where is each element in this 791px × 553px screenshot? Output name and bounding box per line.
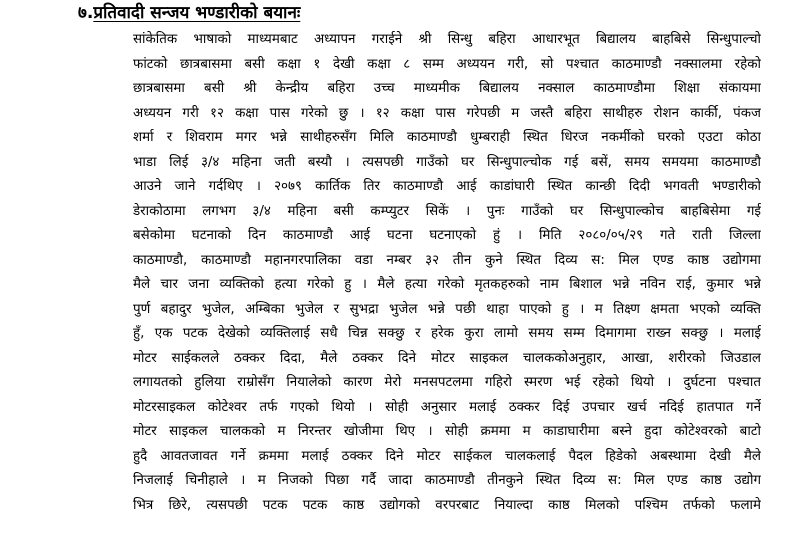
paragraph-line: शर्मा र शिवराम मगर भन्ने साथीहरुसँग मिलि काठमाण्डौ धुम्बराही स्थित धिरज नकर्मीको घरको एउटा कोठा bbox=[133, 130, 761, 145]
paragraph-line: मैले चार जना व्यक्तिको हत्या गरेको हु । मैले हत्या गरेको मृतकहरुको नाम बिशाल भन्ने नविन राई, कुमार भन्ने bbox=[133, 277, 761, 292]
section-title: प्रतिवादी सन्जय भण्डारीको बयानः bbox=[93, 3, 301, 23]
paragraph-line: सांकेतिक भाषाको माध्यमबाट अध्यापन गराईने श्री सिन्धु बहिरा आधारभूत बिद्यालय बाहबिसे सिन्धुपाल्चो bbox=[133, 32, 761, 47]
paragraph-line: भाडा लिई ३/४ महिना जती बस्यौ । त्यसपछी गाउँको घर सिन्धुपाल्चोक गई बसें, समय समयमा काठमाण्डौ bbox=[133, 154, 761, 170]
paragraph-line: पुर्ण बहादुर भुजेल, अम्बिका भुजेल र सुभद्रा भुजेल भन्ने पछी थाहा पाएको हु । म तिक्ष्ण क्षमता भएको व्यक्ति bbox=[133, 301, 761, 317]
paragraph-line: बसेकोमा घटनाको दिन काठमाण्डौ आई घटना घटनाएको हुं । मिति २०८०/०५/२९ गते राती जिल्ला bbox=[133, 228, 761, 243]
paragraph-line: काठमाण्डौ, काठमाण्डौ महानगरपालिका वडा नम्बर ३२ तीन कुने स्थित दिव्य स: मिल एण्ड काष्ठ उद्योगमा bbox=[133, 252, 761, 268]
paragraph-line: छात्रबासमा बसी श्री केन्द्रीय बहिरा उच्च माध्यमीक बिद्यालय नक्साल काठमाण्डौमा शिक्षा संकायमा bbox=[133, 81, 761, 96]
paragraph-line: आउने जाने गर्दथिए । २०७९ कार्तिक तिर काठमाण्डौ आई काडांघारी स्थित कान्छी दिदी भगवती भण्डारीको bbox=[133, 179, 761, 194]
section-number: ७. bbox=[78, 3, 94, 23]
paragraph-line: मोटर साइकल चालकको म निरन्तर खोजीमा थिए । सोही क्रममा म काडाघारीमा बस्ने हुदा कोटेश्वरको बाटो bbox=[133, 424, 761, 439]
paragraph-line: भित्र छिरे, त्यसपछी पटक पटक काष्ठ उद्योगको वरपरबाट नियाल्दा काष्ठ मिलको पश्चिम तर्फको फलामे bbox=[133, 497, 761, 513]
paragraph-line: डेराकोठामा लगभग ३/४ महिना बसी कम्प्युटर सिकें । पुनः गाउँको घर सिन्धुपाल्कोच बाहबिसेमा गई bbox=[133, 203, 761, 219]
section-heading bbox=[78, 1, 300, 25]
paragraph-line: हुँ, एक पटक देखेको व्यक्तिलाई सधै चिन्न सक्छु र हरेक कुरा लामो समय सम्म दिमागमा राख्न सक्छु । मलाई bbox=[133, 326, 761, 341]
paragraph-line: अध्ययन गरी १२ कक्षा पास गरेको छु । १२ कक्षा पास गरेपछी म जस्तै बहिरा साथीहरु रोशन कार्की, पंकज bbox=[133, 105, 761, 121]
paragraph-line: हुदै आवतजावत गर्ने क्रममा मलाई ठक्कर दिने मोटर साईकल चालकलाई पैदल हिडेको अबस्थामा देखी मैले bbox=[133, 448, 761, 464]
paragraph-line: फांटको छात्रबासमा बसी कक्षा १ देखी कक्षा ८ सम्म अध्ययन गरी, सो पश्चात काठमाण्डौ नक्सालमा रहेको bbox=[133, 56, 761, 72]
paragraph-line: निजलाई चिनीहाले । म निजको पिछा गर्दै जादा काठमाण्डौ तीनकुने स्थित दिव्य स: मिल एण्ड काष्ठ उद्योग bbox=[133, 473, 761, 488]
paragraph-line: लगायतको हुलिया राम्रोसँग नियालेको कारण मेरो मनसपटलमा गहिरो स्मरण भई रहेको थियो । दुर्घटना पश्चात bbox=[133, 375, 761, 390]
paragraph-line: मोटर साईकलले ठक्कर दिदा, मैले ठक्कर दिने मोटर साइकल चालककोअनुहार, आखा, शरीरको जिउडाल bbox=[133, 350, 761, 366]
paragraph-line: मोटरसाइकल कोटेश्वर तर्फ गएको थियो । सोही अनुसार मलाई ठक्कर दिई उपचार खर्च नदिई हातपात गर्ने bbox=[133, 399, 761, 415]
statement-paragraph bbox=[133, 28, 761, 518]
